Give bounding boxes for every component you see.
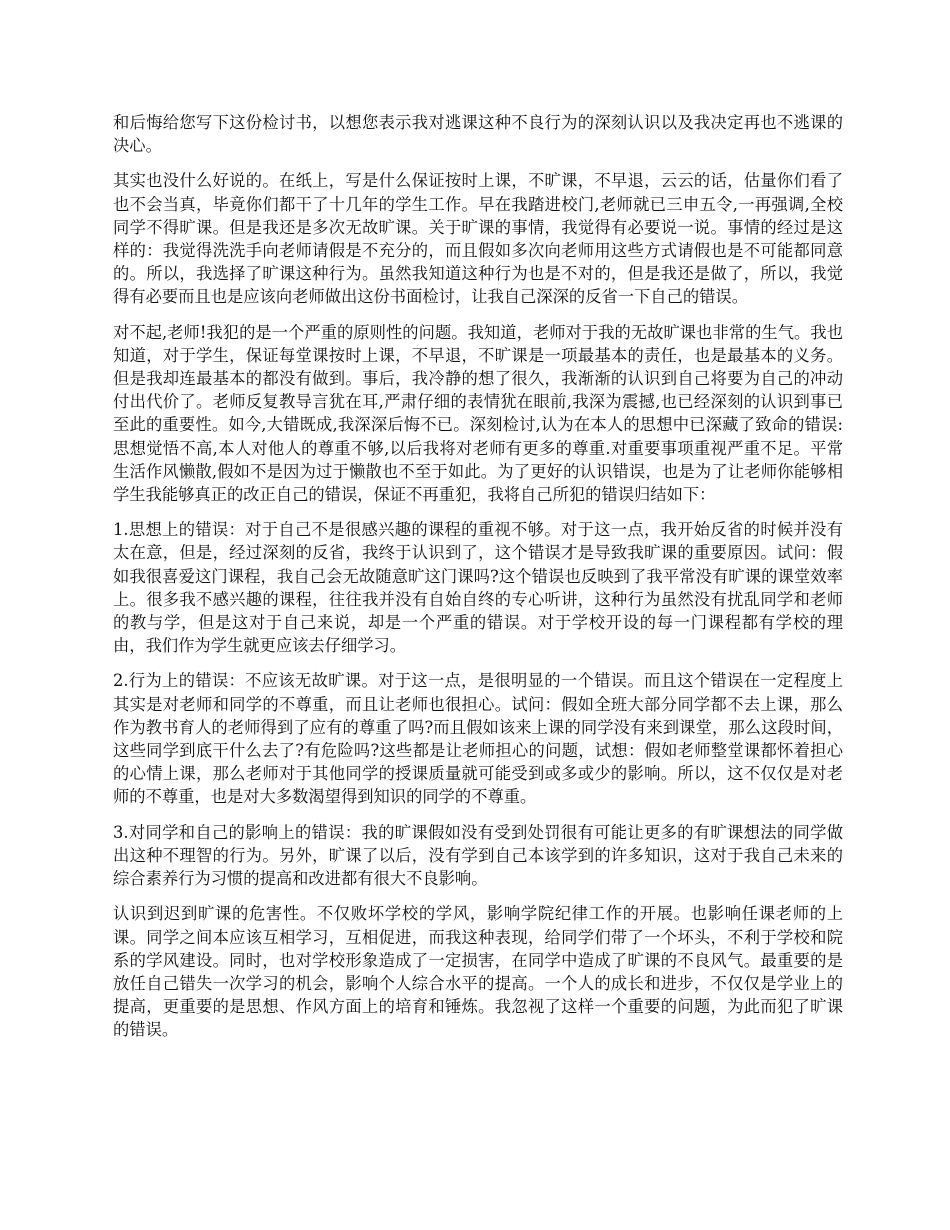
paragraph-6: 3.对同学和自己的影响上的错误：我的旷课假如没有受到处罚很有可能让更多的有旷课想法的同学做出这种不理智的行为。另外，旷课了以后，没有学到自己本该学到的许多知识，这对于我自己未来的综合素养行为习惯的提高和改进都有很大不良影响。	[113, 822, 843, 889]
paragraph-2: 其实也没什么好说的。在纸上，写是什么保证按时上课，不旷课，不早退，云云的话，估量你们看了也不会当真，毕竟你们都干了十几年的学生工作。早在我踏进校门,老师就已三申五令,一再强调,全校同学不得旷课。但是我还是多次无故旷课。关于旷课的事情，我觉得有必要说一说。事情的经过是这样的：我觉得洗洗手向老师请假是不充分的，而且假如多次向老师用这些方式请假也是不可能都同意的。所以，我选择了旷课这种行为。虽然我知道这种行为也是不对的，但是我还是做了，所以，我觉得有必要而且也是应该向老师做出这份书面检讨，让我自己深深的反省一下自己的错误。	[113, 171, 843, 307]
paragraph-3: 对不起,老师!我犯的是一个严重的原则性的问题。我知道，老师对于我的无故旷课也非常的生气。我也知道，对于学生，保证每堂课按时上课，不早退，不旷课是一项最基本的责任，也是最基本的义务。但是我却连最基本的都没有做到。事后，我冷静的想了很久，我渐渐的认识到自己将要为自己的冲动付出代价了。老师反复教导言犹在耳,严肃仔细的表情犹在眼前,我深为震撼,也已经深刻的认识到事已至此的重要性。如今,大错既成,我深深后悔不已。深刻检讨,认为在本人的思想中已深藏了致命的错误:思想觉悟不高,本人对他人的尊重不够,以后我将对老师有更多的尊重.对重要事项重视严重不足。平常生活作风懒散,假如不是因为过于懒散也不至于如此。为了更好的认识错误，也是为了让老师你能够相学生我能够真正的改正自己的错误，保证不再重犯，我将自己所犯的错误归结如下：	[113, 322, 843, 505]
paragraph-1: 和后悔给您写下这份检讨书，以想您表示我对逃课这种不良行为的深刻认识以及我决定再也不逃课的决心。	[113, 113, 843, 156]
paragraph-5: 2.行为上的错误：不应该无故旷课。对于这一点，是很明显的一个错误。而且这个错误在一定程度上其实是对老师和同学的不尊重，而且让老师也很担心。试问：假如全班大部分同学都不去上课，那么作为教书育人的老师得到了应有的尊重了吗?而且假如该来上课的同学没有来到课堂，那么这段时间，这些同学到底干什么去了?有危险吗?这些都是让老师担心的问题，试想：假如老师整堂课都怀着担心的心情上课，那么老师对于其他同学的授课质量就可能受到或多或少的影响。所以，这不仅仅是对老师的不尊重，也是对大多数渴望得到知识的同学的不尊重。	[113, 671, 843, 807]
document-body	[113, 111, 843, 1054]
paragraph-7: 认识到迟到旷课的危害性。不仅败坏学校的学风，影响学院纪律工作的开展。也影响任课老师的上课。同学之间本应该互相学习，互相促进，而我这种表现，给同学们带了一个坏头，不利于学校和院系的学风建设。同时，也对学校形象造成了一定损害，在同学中造成了旷课的不良风气。最重要的是放任自己错失一次学习的机会，影响个人综合水平的提高。一个人的成长和进步，不仅仅是学业上的提高，更重要的是思想、作风方面上的培育和锤炼。我忽视了这样一个重要的问题，为此而犯了旷课的错误。	[113, 904, 843, 1040]
paragraph-4: 1.思想上的错误：对于自己不是很感兴趣的课程的重视不够。对于这一点，我开始反省的时候并没有太在意，但是，经过深刻的反省，我终于认识到了，这个错误才是导致我旷课的重要原因。试问：假如我很喜爱这门课程，我自己会无故随意旷这门课吗?这个错误也反映到了我平常没有旷课的课堂效率上。很多我不感兴趣的课程，往往我并没有自始自终的专心听讲，这种行为虽然没有扰乱同学和老师的教与学，但是这对于自己来说，却是一个严重的错误。对于学校开设的每一门课程都有学校的理由，我们作为学生就更应该去仔细学习。	[113, 520, 843, 656]
